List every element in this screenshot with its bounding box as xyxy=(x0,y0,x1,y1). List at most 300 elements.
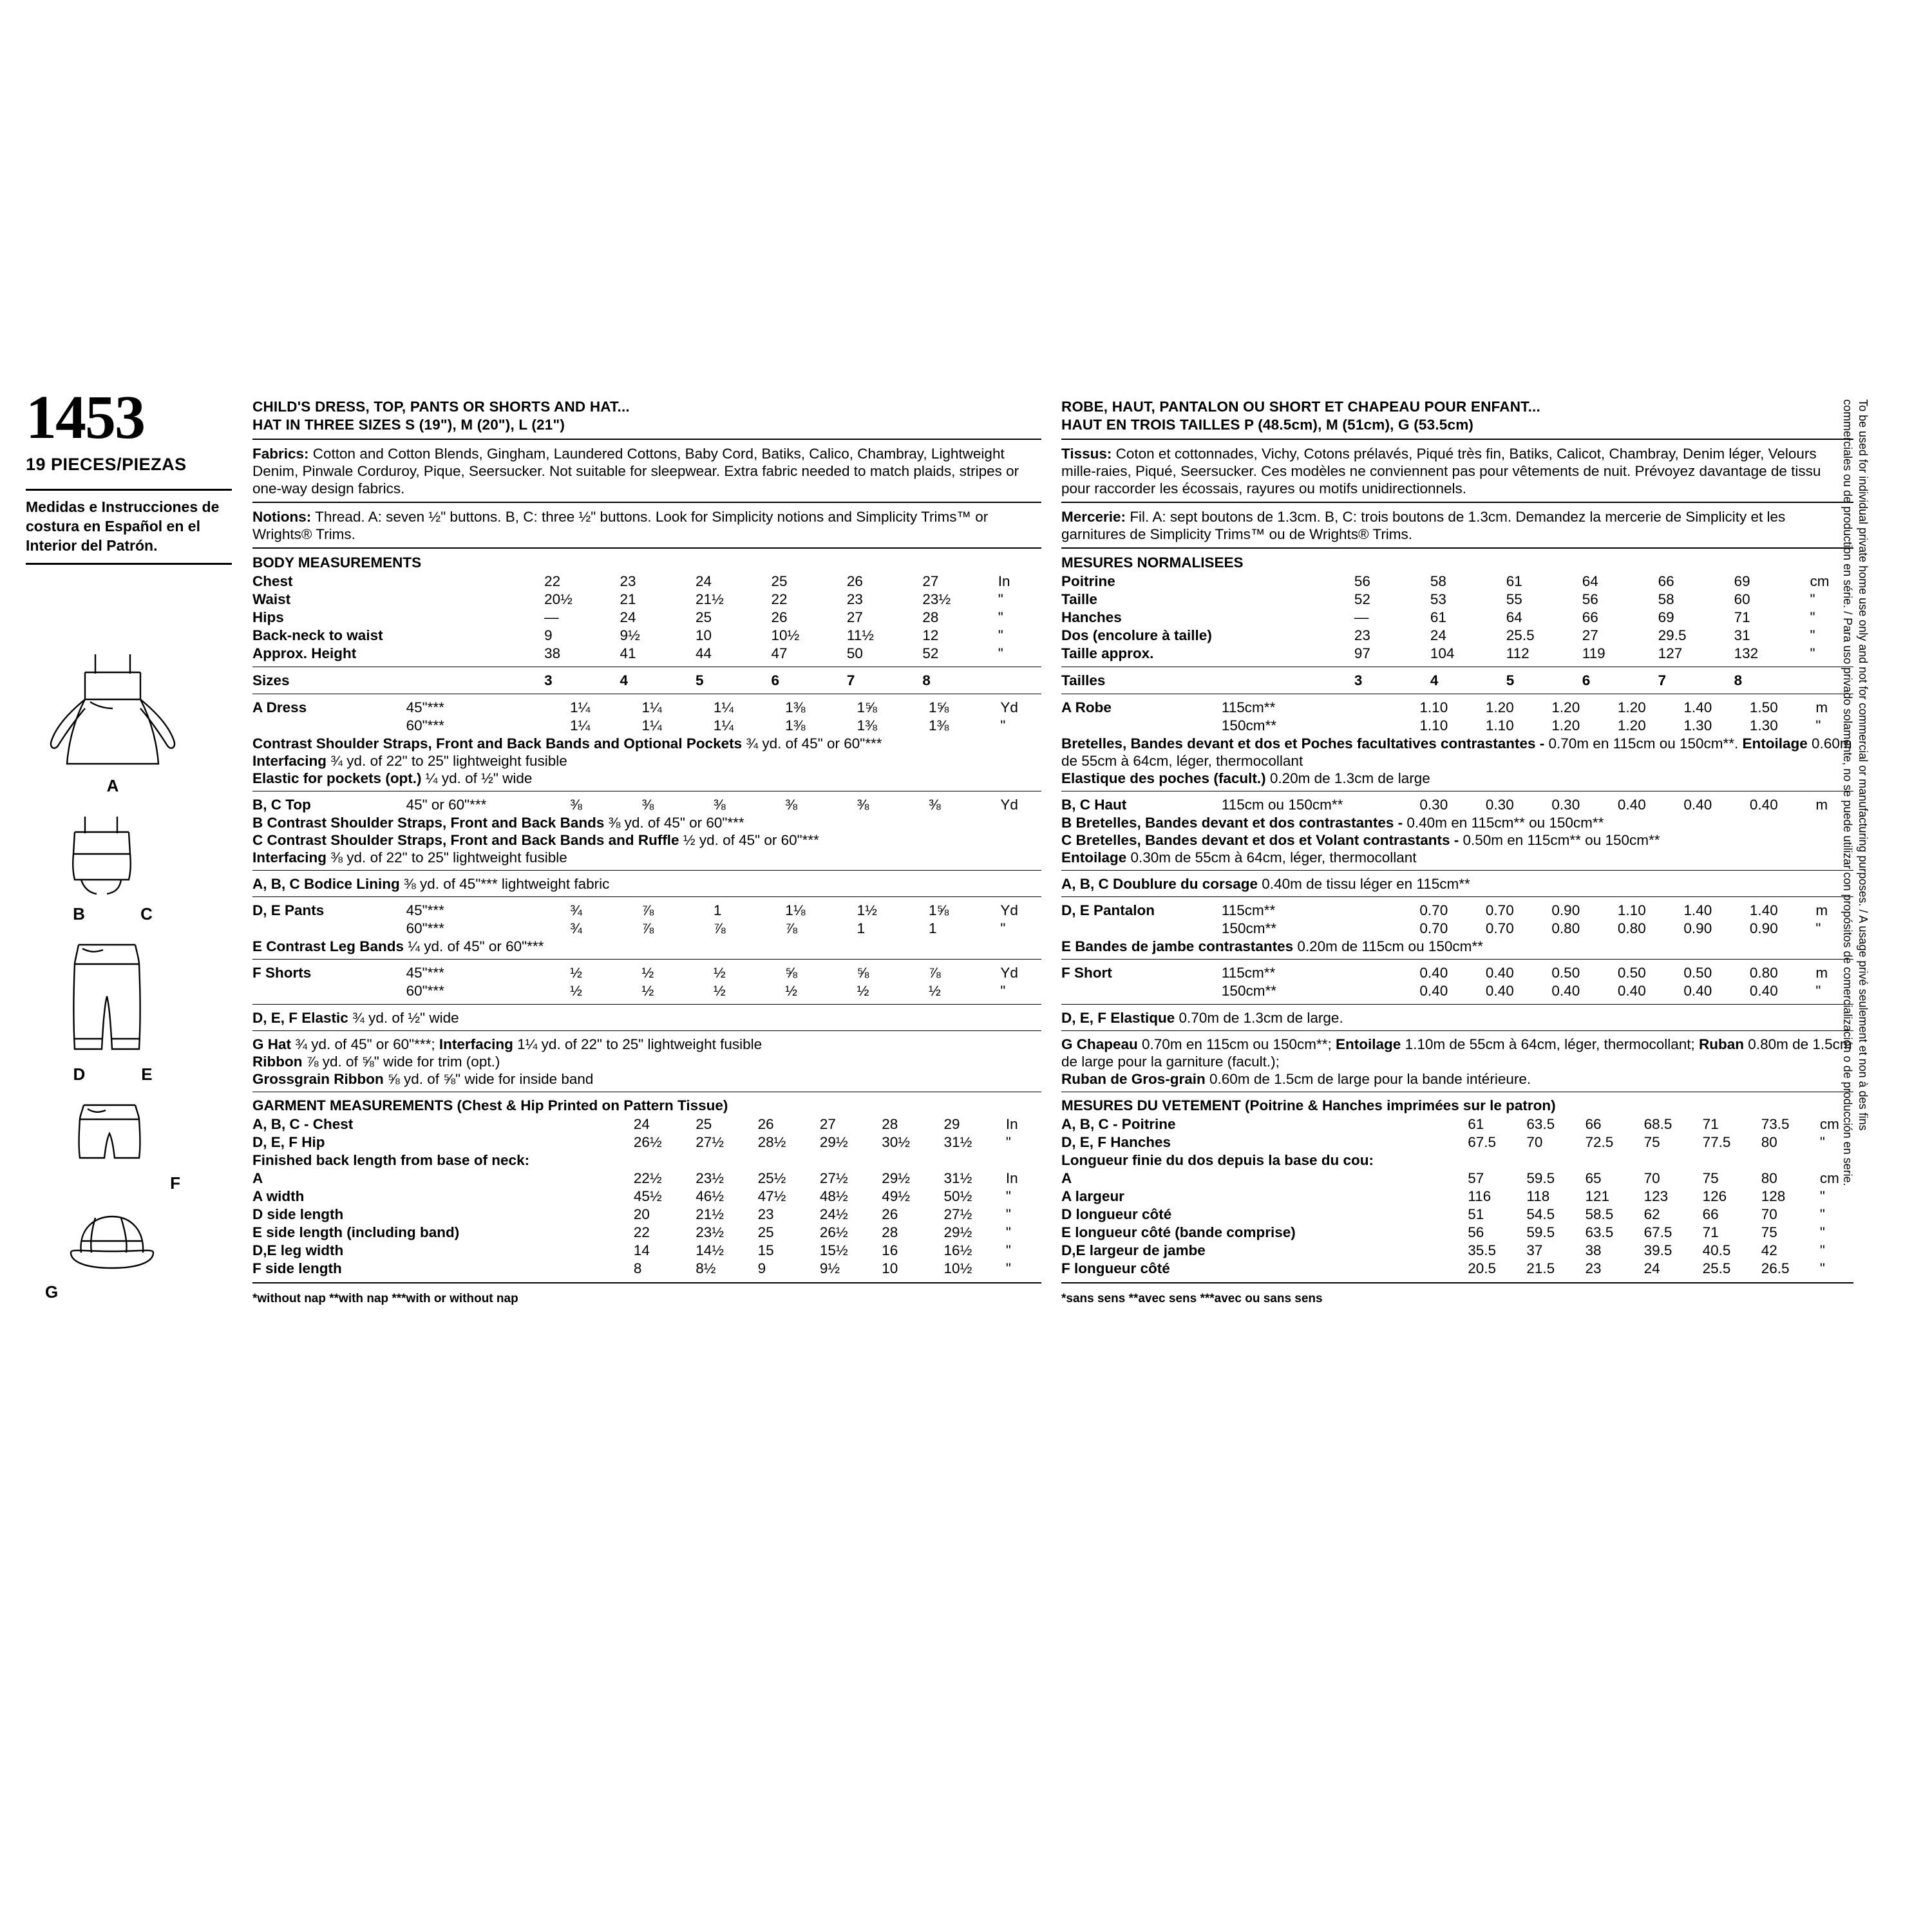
row-label: E side length (including band) xyxy=(252,1224,460,1240)
yardage-note: D, E, F Elastic ¾ yd. of ½" wide xyxy=(252,1010,459,1026)
cell-value: 123 xyxy=(1643,1188,1669,1204)
divider xyxy=(252,870,1041,871)
cell-empty xyxy=(1761,1151,1820,1170)
illustration-label-a: A xyxy=(106,776,119,795)
yardage-note: Interfacing ⅜ yd. of 22" to 25" lightweight fusible xyxy=(252,849,567,866)
cell-value: 26½ xyxy=(633,1134,662,1150)
illustration-pants-de xyxy=(45,936,238,1084)
cell-value: 71 xyxy=(1702,1116,1719,1132)
cell-value: ⅞ xyxy=(785,920,797,936)
cell-value: 75 xyxy=(1702,1170,1719,1186)
row-unit: " xyxy=(1005,1242,1011,1258)
row-unit: " xyxy=(1005,1188,1011,1204)
cell-value: 45½ xyxy=(633,1188,662,1204)
cell-value: 0.40 xyxy=(1485,983,1514,999)
table-row xyxy=(252,1260,1041,1278)
row-unit: " xyxy=(998,627,1003,643)
table-row xyxy=(252,1242,1041,1260)
row-unit: Yd xyxy=(1000,902,1018,918)
row-unit: " xyxy=(1000,983,1006,999)
cell-value: 37 xyxy=(1526,1242,1543,1258)
fabric-width: 45" or 60"*** xyxy=(406,797,487,813)
table-row xyxy=(1061,1115,1853,1133)
cell-value: 0.30 xyxy=(1485,797,1514,813)
cell-value: 69 xyxy=(1734,573,1750,589)
cell-value: 112 xyxy=(1506,645,1530,661)
yardage-table xyxy=(252,699,1041,735)
cell-value: ¾ xyxy=(570,920,582,936)
cell-value: 1 xyxy=(928,920,937,936)
table-row xyxy=(1061,717,1853,735)
row-label: D,E leg width xyxy=(252,1242,344,1258)
cell-value: 77.5 xyxy=(1702,1134,1731,1150)
yardage-block xyxy=(1061,964,1853,1000)
cell-value: 55 xyxy=(1506,591,1522,607)
en-fabrics-label: Fabrics: xyxy=(252,446,309,462)
cell-value: 0.40 xyxy=(1683,983,1712,999)
divider xyxy=(1061,547,1853,549)
table-row xyxy=(1061,920,1853,938)
yardage-block xyxy=(252,1009,1041,1027)
table-row xyxy=(252,672,1041,690)
cell-value: 80 xyxy=(1761,1170,1777,1186)
cell-value: 69 xyxy=(1658,609,1674,625)
cell-value: 64 xyxy=(1582,573,1598,589)
yardage-note: Grossgrain Ribbon ⅝ yd. of ⅝" wide for inside band xyxy=(252,1071,594,1087)
yardage-note: G Hat ¾ yd. of 45" or 60"***; Interfacing 1¼ yd. of 22" to 25" lightweight fusible xyxy=(252,1036,762,1052)
cell-value: 60 xyxy=(1734,591,1750,607)
cell-value: 24 xyxy=(633,1116,650,1132)
cell-value: 0.90 xyxy=(1749,920,1778,936)
row-label: Dos (encolure à taille) xyxy=(1061,627,1212,643)
row-unit: Yd xyxy=(1000,797,1018,813)
cell-value: 26.5 xyxy=(1761,1260,1790,1276)
cell-value: 1.40 xyxy=(1683,902,1712,918)
cell-value: ⅜ xyxy=(641,797,654,813)
en-title-line1: CHILD'S DRESS, TOP, PANTS OR SHORTS AND HAT... xyxy=(252,399,630,415)
garment-illustrations xyxy=(45,644,238,1314)
cell-value: 64 xyxy=(1506,609,1522,625)
cell-value: 56 xyxy=(1468,1224,1484,1240)
garment-label: B, C Top xyxy=(252,797,311,813)
cell-value: 23½ xyxy=(696,1170,724,1186)
cell-value: 54.5 xyxy=(1526,1206,1555,1222)
cell-value: 10½ xyxy=(771,627,800,643)
sizes-label: Sizes xyxy=(252,672,290,688)
table-row xyxy=(1061,699,1853,717)
row-unit: In xyxy=(1005,1170,1018,1186)
cell-value: 0.70 xyxy=(1485,902,1514,918)
yardage-block xyxy=(1061,902,1853,955)
cell-value: 5 xyxy=(1506,672,1515,688)
cell-value: 24 xyxy=(1430,627,1446,643)
en-garment-measurements-title: GARMENT MEASUREMENTS (Chest & Hip Printed on Pattern Tissue) xyxy=(252,1097,728,1113)
row-unit xyxy=(1006,1151,1041,1170)
cell-value: ⅝ xyxy=(785,965,797,981)
en-notions-label: Notions: xyxy=(252,509,312,525)
cell-value: 58 xyxy=(1658,591,1674,607)
cell-value: 7 xyxy=(846,672,855,688)
cell-value: 14 xyxy=(633,1242,650,1258)
fabric-width: 45"*** xyxy=(406,699,444,715)
cell-value: 116 xyxy=(1468,1188,1492,1204)
cell-value: 1¼ xyxy=(713,699,734,715)
table-row xyxy=(252,1170,1041,1188)
cell-value: 68.5 xyxy=(1643,1116,1672,1132)
cell-value: 75 xyxy=(1761,1224,1777,1240)
illustration-label-f: F xyxy=(170,1173,180,1193)
fr-fabrics-text: Coton et cottonnades, Vichy, Cotons prélavés, Piqué très fin, Batiks, Calicot, Chambray, Denim léger, Velours mille-raies, Piqué, Seersucker. Ces modèles ne conviennent pas pour vêtements de nuit. Prévoyez davantage de tissu pour raccorder les écossais, rayures ou motifs unidirectionnels. xyxy=(1061,446,1821,497)
yardage-block xyxy=(1061,699,1853,787)
cell-value: 1⅜ xyxy=(928,717,949,734)
table-row xyxy=(252,1188,1041,1206)
cell-value: 14½ xyxy=(696,1242,724,1258)
row-unit: " xyxy=(1819,1188,1825,1204)
yardage-table xyxy=(1061,902,1853,938)
cell-value: 27 xyxy=(1582,627,1598,643)
cell-value: 0.40 xyxy=(1749,797,1778,813)
cell-value: ½ xyxy=(641,983,654,999)
yardage-table xyxy=(1061,964,1853,1000)
cell-value: 6 xyxy=(1582,672,1591,688)
cell-empty xyxy=(758,1151,820,1170)
cell-value: 27½ xyxy=(819,1170,848,1186)
cell-value: 24 xyxy=(695,573,712,589)
fr-footnote: *sans sens **avec sens ***avec ou sans sens xyxy=(1061,1292,1323,1305)
cell-value: 1.20 xyxy=(1485,699,1514,715)
cell-value: 25 xyxy=(695,609,712,625)
cell-value: 10 xyxy=(882,1260,898,1276)
cell-value: 1⅜ xyxy=(785,717,806,734)
yardage-table xyxy=(252,796,1041,814)
table-row xyxy=(252,699,1041,717)
garment-label: A Robe xyxy=(1061,699,1112,715)
row-label: A, B, C - Poitrine xyxy=(1061,1116,1176,1132)
table-row xyxy=(252,1133,1041,1151)
divider xyxy=(1061,1030,1853,1031)
cell-value: 1⅜ xyxy=(785,699,806,715)
cell-value: 6 xyxy=(771,672,779,688)
row-unit: In xyxy=(998,573,1010,589)
row-unit: " xyxy=(1810,627,1815,643)
cell-value: 29.5 xyxy=(1658,627,1687,643)
garment-label xyxy=(252,982,406,1000)
cell-value: 23 xyxy=(620,573,636,589)
en-title-line2: HAT IN THREE SIZES S (19"), M (20"), L (21") xyxy=(252,417,565,433)
row-label: Back-neck to waist xyxy=(252,627,383,643)
cell-value: 0.50 xyxy=(1617,965,1646,981)
en-notions-text: Thread. A: seven ½" buttons. B, C: three ½" buttons. Look for Simplicity notions and Simplicity Trims™ or Wrights® Trims. xyxy=(252,509,989,542)
divider xyxy=(1061,1004,1853,1005)
table-row xyxy=(1061,591,1853,609)
row-unit: " xyxy=(1815,717,1821,734)
cell-value: ⅜ xyxy=(570,797,582,813)
yardage-block xyxy=(252,1036,1041,1088)
cell-value: 97 xyxy=(1354,645,1370,661)
row-label: Taille xyxy=(1061,591,1097,607)
cell-value: 0.40 xyxy=(1617,983,1646,999)
garment-label: B, C Haut xyxy=(1061,797,1127,813)
cell-value: 1½ xyxy=(857,902,877,918)
cell-value: 0.40 xyxy=(1617,797,1646,813)
cell-value: 15 xyxy=(757,1242,774,1258)
garment-label xyxy=(1061,982,1222,1000)
row-unit: " xyxy=(1819,1134,1825,1150)
cell-value: 63.5 xyxy=(1526,1116,1555,1132)
en-yardage-section xyxy=(252,699,1041,1092)
table-row xyxy=(1061,1170,1853,1188)
cell-value: 4 xyxy=(1430,672,1439,688)
cell-value: 27½ xyxy=(696,1134,724,1150)
row-label: Hips xyxy=(252,609,284,625)
divider xyxy=(1061,959,1853,960)
fr-yardage-section xyxy=(1061,699,1853,1092)
cell-value: — xyxy=(544,609,559,625)
cell-value: 1.50 xyxy=(1749,699,1778,715)
cell-value: 61 xyxy=(1506,573,1522,589)
fr-fabrics-label: Tissus: xyxy=(1061,446,1112,462)
cell-value: 21½ xyxy=(695,591,724,607)
yardage-note: B Contrast Shoulder Straps, Front and Back Bands ⅜ yd. of 45" or 60"*** xyxy=(252,815,744,831)
cell-value: 25 xyxy=(771,573,788,589)
illustration-hat-g xyxy=(45,1205,238,1302)
fabric-width: 115cm ou 150cm** xyxy=(1221,797,1343,813)
cell-value: 27½ xyxy=(943,1206,972,1222)
garment-label: D, E Pantalon xyxy=(1061,902,1155,918)
cell-value: 29½ xyxy=(943,1224,972,1240)
cell-value: 71 xyxy=(1734,609,1750,625)
cell-value: 21 xyxy=(620,591,636,607)
yardage-table xyxy=(1061,796,1853,814)
cell-value: 9½ xyxy=(819,1260,840,1276)
garment-label xyxy=(1061,717,1222,735)
garment-label xyxy=(252,920,406,938)
yardage-note: Ruban de Gros-grain 0.60m de 1.5cm de large pour la bande intérieure. xyxy=(1061,1071,1531,1087)
cell-value: 0.70 xyxy=(1485,920,1514,936)
table-row xyxy=(252,920,1041,938)
cell-value: 62 xyxy=(1643,1206,1660,1222)
garment-label: A Dress xyxy=(252,699,307,715)
fabric-width: 115cm** xyxy=(1221,699,1276,715)
cell-value: 22 xyxy=(633,1224,650,1240)
divider xyxy=(252,439,1041,440)
cell-value: 66 xyxy=(1582,609,1598,625)
cell-value: 27 xyxy=(819,1116,836,1132)
illustration-label-b: B xyxy=(73,904,85,923)
cell-value: 1¼ xyxy=(570,717,591,734)
yardage-note: Contrast Shoulder Straps, Front and Back Bands and Optional Pockets ¾ yd. of 45" or 60"*** xyxy=(252,735,882,752)
fr-title-line1: ROBE, HAUT, PANTALON OU SHORT ET CHAPEAU POUR ENFANT... xyxy=(1061,399,1540,415)
cell-value: 25½ xyxy=(757,1170,786,1186)
cell-value: 121 xyxy=(1585,1188,1610,1204)
cell-value: ⅜ xyxy=(857,797,869,813)
illustration-labels-de xyxy=(45,1065,180,1084)
cell-value: 0.40 xyxy=(1749,983,1778,999)
cell-value: 22 xyxy=(771,591,788,607)
row-unit: " xyxy=(1815,920,1821,936)
illustration-labels-bc xyxy=(45,904,180,924)
yardage-table xyxy=(1061,699,1853,735)
row-unit: " xyxy=(1819,1260,1825,1276)
row-unit: " xyxy=(1819,1206,1825,1222)
cell-value: 73.5 xyxy=(1761,1116,1790,1132)
divider xyxy=(252,1282,1041,1283)
divider xyxy=(252,896,1041,897)
cell-value: 25.5 xyxy=(1702,1260,1731,1276)
fabric-width: 150cm** xyxy=(1221,983,1276,999)
yardage-block xyxy=(1061,875,1853,893)
cell-value: 1.30 xyxy=(1749,717,1778,734)
cell-value: 26½ xyxy=(819,1224,848,1240)
table-row xyxy=(252,591,1041,609)
row-unit: " xyxy=(1819,1242,1825,1258)
en-body-measurements-title: BODY MEASUREMENTS xyxy=(252,554,422,571)
row-unit: cm xyxy=(1819,1170,1839,1186)
cell-value: 38 xyxy=(544,645,561,661)
cell-value: 23 xyxy=(846,591,863,607)
cell-value: 0.40 xyxy=(1485,965,1514,981)
en-footnote: *without nap **with nap ***with or without nap xyxy=(252,1292,518,1305)
cell-value: 12 xyxy=(922,627,939,643)
yardage-note: C Bretelles, Bandes devant et dos et Volant contrastants - 0.50m en 115cm** ou 150cm** xyxy=(1061,832,1660,848)
row-unit: " xyxy=(1000,920,1006,936)
cell-value: 40.5 xyxy=(1702,1242,1731,1258)
illustration-label-e: E xyxy=(141,1065,153,1084)
divider xyxy=(1061,439,1853,440)
cell-empty xyxy=(1703,1151,1761,1170)
cell-value: 0.50 xyxy=(1683,965,1712,981)
table-row xyxy=(1061,1188,1853,1206)
row-unit: " xyxy=(1005,1206,1011,1222)
row-unit: cm xyxy=(1819,1116,1839,1132)
cell-value: 29 xyxy=(943,1116,960,1132)
row-label: A xyxy=(1061,1170,1072,1186)
illustration-tops-bc xyxy=(45,808,238,924)
table-row xyxy=(1061,627,1853,645)
cell-value: 1.10 xyxy=(1419,699,1448,715)
cell-value: 39.5 xyxy=(1643,1242,1672,1258)
cell-value: 49½ xyxy=(882,1188,911,1204)
cell-value: 1.20 xyxy=(1617,717,1646,734)
cell-value: 48½ xyxy=(819,1188,848,1204)
cell-value: ⅜ xyxy=(785,797,797,813)
cell-value: 0.50 xyxy=(1551,965,1580,981)
cell-value: 0.30 xyxy=(1419,797,1448,813)
cell-value: 57 xyxy=(1468,1170,1484,1186)
row-label: A largeur xyxy=(1061,1188,1124,1204)
fr-notions-text: Fil. A: sept boutons de 1.3cm. B, C: trois boutons de 1.3cm. Demandez la mercerie de Simplicity et les garnitures de Simplicity Trims™ ou de Wrights® Trims. xyxy=(1061,509,1786,542)
table-row xyxy=(1061,645,1853,663)
cell-value: 70 xyxy=(1526,1134,1543,1150)
divider xyxy=(1061,896,1853,897)
cell-value: ⅞ xyxy=(641,902,654,918)
cell-value: 26 xyxy=(846,573,863,589)
cell-value: 1⅝ xyxy=(857,699,877,715)
cell-value: 66 xyxy=(1585,1116,1602,1132)
cell-value: 26 xyxy=(757,1116,774,1132)
cell-value: 27 xyxy=(922,573,939,589)
divider xyxy=(252,959,1041,960)
table-row xyxy=(1061,902,1853,920)
divider xyxy=(1061,502,1853,503)
en-fabrics-text: Cotton and Cotton Blends, Gingham, Laundered Cottons, Baby Cord, Batiks, Calico, Chambray, Lightweight Denim, Pinwale Corduroy, Pique, Seersucker. Not suitable for sleepwear. Extra fabric needed to match plaids, stripes or one-way design fabrics. xyxy=(252,446,1019,497)
yardage-note: Elastique des poches (facult.) 0.20m de 1.3cm de large xyxy=(1061,770,1430,786)
cell-value: 70 xyxy=(1761,1206,1777,1222)
legal-notice xyxy=(1840,399,1871,1186)
cell-value: 23½ xyxy=(922,591,951,607)
cell-value: 1⅝ xyxy=(928,699,949,715)
table-row xyxy=(252,982,1041,1000)
fabric-width: 60"*** xyxy=(406,983,444,999)
table-row xyxy=(1061,982,1853,1000)
fr-notions-label: Mercerie: xyxy=(1061,509,1126,525)
cell-empty xyxy=(696,1151,757,1170)
table-row xyxy=(252,645,1041,663)
row-unit: " xyxy=(998,591,1003,607)
cell-value: 1.40 xyxy=(1683,699,1712,715)
cell-value: 42 xyxy=(1761,1242,1777,1258)
row-label: F longueur côté xyxy=(1061,1260,1170,1276)
yardage-table xyxy=(252,902,1041,938)
yardage-block xyxy=(252,964,1041,1000)
fabric-width: 115cm** xyxy=(1221,902,1276,918)
cell-value: 59.5 xyxy=(1526,1224,1555,1240)
cell-value: 3 xyxy=(544,672,553,688)
row-unit: " xyxy=(998,609,1003,625)
row-label: A, B, C - Chest xyxy=(252,1116,354,1132)
cell-value: ¾ xyxy=(570,902,582,918)
cell-value: 25.5 xyxy=(1506,627,1535,643)
table-row xyxy=(252,964,1041,982)
en-notions xyxy=(252,508,1041,543)
cell-value: 28 xyxy=(922,609,939,625)
row-label: D,E largeur de jambe xyxy=(1061,1242,1206,1258)
cell-value: 53 xyxy=(1430,591,1446,607)
cell-value: 24½ xyxy=(819,1206,848,1222)
cell-value: 31½ xyxy=(943,1134,972,1150)
cell-value: ½ xyxy=(713,965,726,981)
cell-value: ⅞ xyxy=(928,965,941,981)
cell-value: 30½ xyxy=(882,1134,911,1150)
cell-value: 80 xyxy=(1761,1134,1777,1150)
cell-value: 8½ xyxy=(696,1260,716,1276)
cell-value: 118 xyxy=(1526,1188,1550,1204)
cell-value: 1⅝ xyxy=(928,902,949,918)
cell-value: 31½ xyxy=(943,1170,972,1186)
illustration-label-g: G xyxy=(45,1282,59,1302)
english-panel xyxy=(252,398,1041,1307)
cell-value: ⅝ xyxy=(857,965,869,981)
cell-value: 119 xyxy=(1582,645,1605,661)
cell-value: 65 xyxy=(1585,1170,1602,1186)
cell-value: 1.10 xyxy=(1485,717,1514,734)
yardage-note: Bretelles, Bandes devant et dos et Poches facultatives contrastantes - 0.70m en 115cm ou 150cm**. Entoilage 0.60m de 55cm à 64cm, léger, thermocollant xyxy=(1061,735,1852,769)
row-unit: m xyxy=(1815,965,1828,981)
yardage-block xyxy=(1061,1009,1853,1027)
cell-value: ⅜ xyxy=(713,797,726,813)
cell-value: 50 xyxy=(846,645,863,661)
cell-value: 27 xyxy=(846,609,863,625)
row-unit: " xyxy=(1815,983,1821,999)
cell-value: 26 xyxy=(882,1206,898,1222)
table-row xyxy=(1061,1242,1853,1260)
row-unit: " xyxy=(1000,717,1006,734)
cell-value: 72.5 xyxy=(1585,1134,1614,1150)
cell-value: 104 xyxy=(1430,645,1455,661)
cell-value: ½ xyxy=(785,983,797,999)
divider xyxy=(252,1030,1041,1031)
table-row xyxy=(1061,1260,1853,1278)
